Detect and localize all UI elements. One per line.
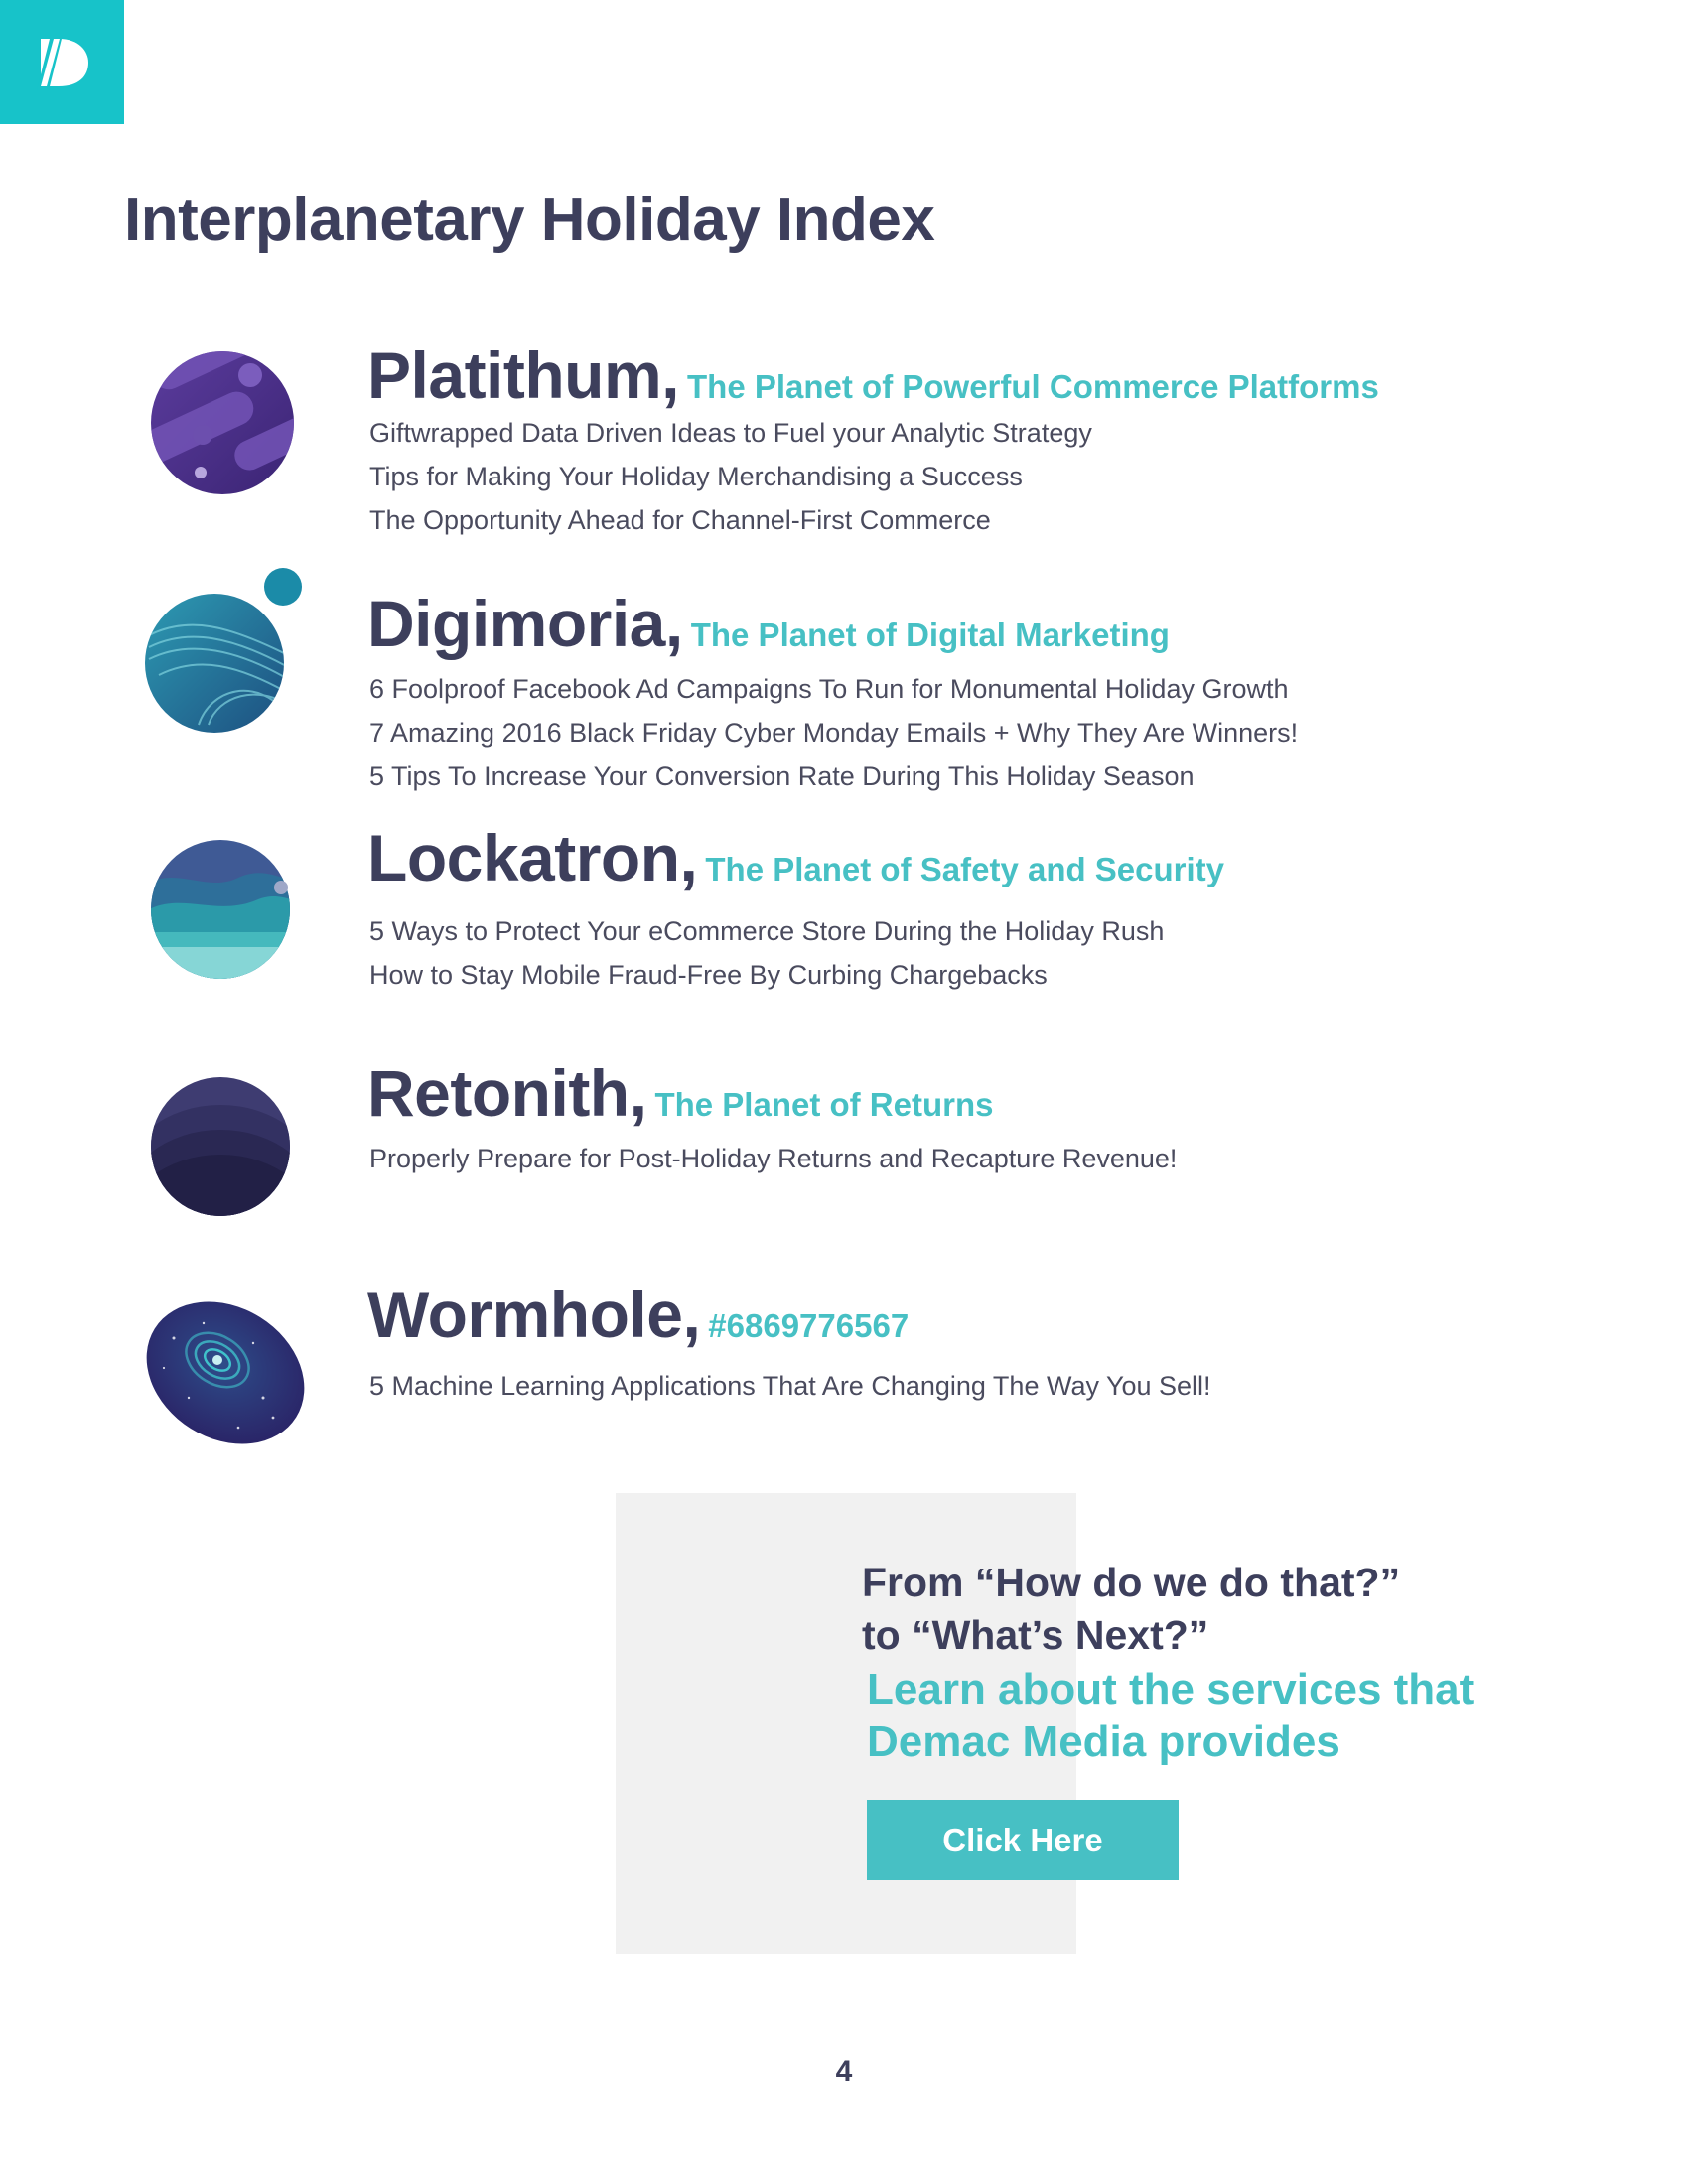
- article-link[interactable]: 6 Foolproof Facebook Ad Campaigns To Run for Monumental Holiday Growth: [369, 674, 1289, 704]
- article-list: [369, 909, 1164, 997]
- article-link[interactable]: Properly Prepare for Post-Holiday Returns and Recapture Revenue!: [369, 1144, 1178, 1173]
- cta-learn-link[interactable]: [867, 1663, 1474, 1768]
- demac-d-logo-icon: [33, 33, 92, 92]
- teal-swirl-planet-icon: [139, 566, 313, 740]
- planet-tagline: The Planet of Digital Marketing: [690, 616, 1170, 653]
- planet-name: Lockatron,: [367, 821, 698, 894]
- cta-question: [862, 1557, 1400, 1662]
- page-number: 4: [835, 2055, 853, 2088]
- dark-banded-planet-icon: [149, 1075, 292, 1218]
- cta-learn-line: Demac Media provides: [867, 1717, 1340, 1766]
- cta-learn-line: Learn about the services that: [867, 1665, 1475, 1713]
- article-link[interactable]: The Opportunity Ahead for Channel-First Commerce: [369, 505, 991, 535]
- brand-logo: [0, 0, 124, 124]
- wave-planet-icon: [149, 838, 296, 985]
- article-link[interactable]: 7 Amazing 2016 Black Friday Cyber Monday Emails + Why They Are Winners!: [369, 718, 1299, 748]
- planet-name: Retonith,: [367, 1056, 647, 1130]
- article-link[interactable]: 5 Machine Learning Applications That Are Changing The Way You Sell!: [369, 1371, 1211, 1401]
- planet-name: Digimoria,: [367, 587, 683, 660]
- article-link[interactable]: How to Stay Mobile Fraud-Free By Curbing Chargebacks: [369, 960, 1048, 990]
- planet-tagline: #6869776567: [708, 1307, 910, 1344]
- article-link[interactable]: 5 Ways to Protect Your eCommerce Store During the Holiday Rush: [369, 916, 1165, 946]
- purple-planet-icon: [149, 349, 296, 496]
- article-link[interactable]: Giftwrapped Data Driven Ideas to Fuel your Analytic Strategy: [369, 418, 1092, 448]
- click-here-button[interactable]: Click Here: [867, 1800, 1179, 1880]
- article-list: [369, 1364, 1211, 1408]
- planet-name: Wormhole,: [367, 1278, 701, 1351]
- article-list: [369, 667, 1298, 798]
- cta-question-line: From “How do we do that?”: [862, 1560, 1401, 1605]
- article-link[interactable]: 5 Tips To Increase Your Conversion Rate During This Holiday Season: [369, 761, 1195, 791]
- article-link[interactable]: Tips for Making Your Holiday Merchandising a Success: [369, 462, 1023, 491]
- planet-tagline: The Planet of Returns: [654, 1086, 994, 1123]
- galaxy-wormhole-icon: [144, 1298, 313, 1447]
- cta-question-line: to “What’s Next?”: [862, 1612, 1209, 1658]
- planet-tagline: The Planet of Safety and Security: [705, 851, 1225, 887]
- planet-name: Platithum,: [367, 339, 680, 412]
- page-title: Interplanetary Holiday Index: [124, 186, 935, 254]
- planet-tagline: The Planet of Powerful Commerce Platforms: [687, 368, 1379, 405]
- article-list: [369, 1137, 1177, 1180]
- article-list: [369, 411, 1092, 542]
